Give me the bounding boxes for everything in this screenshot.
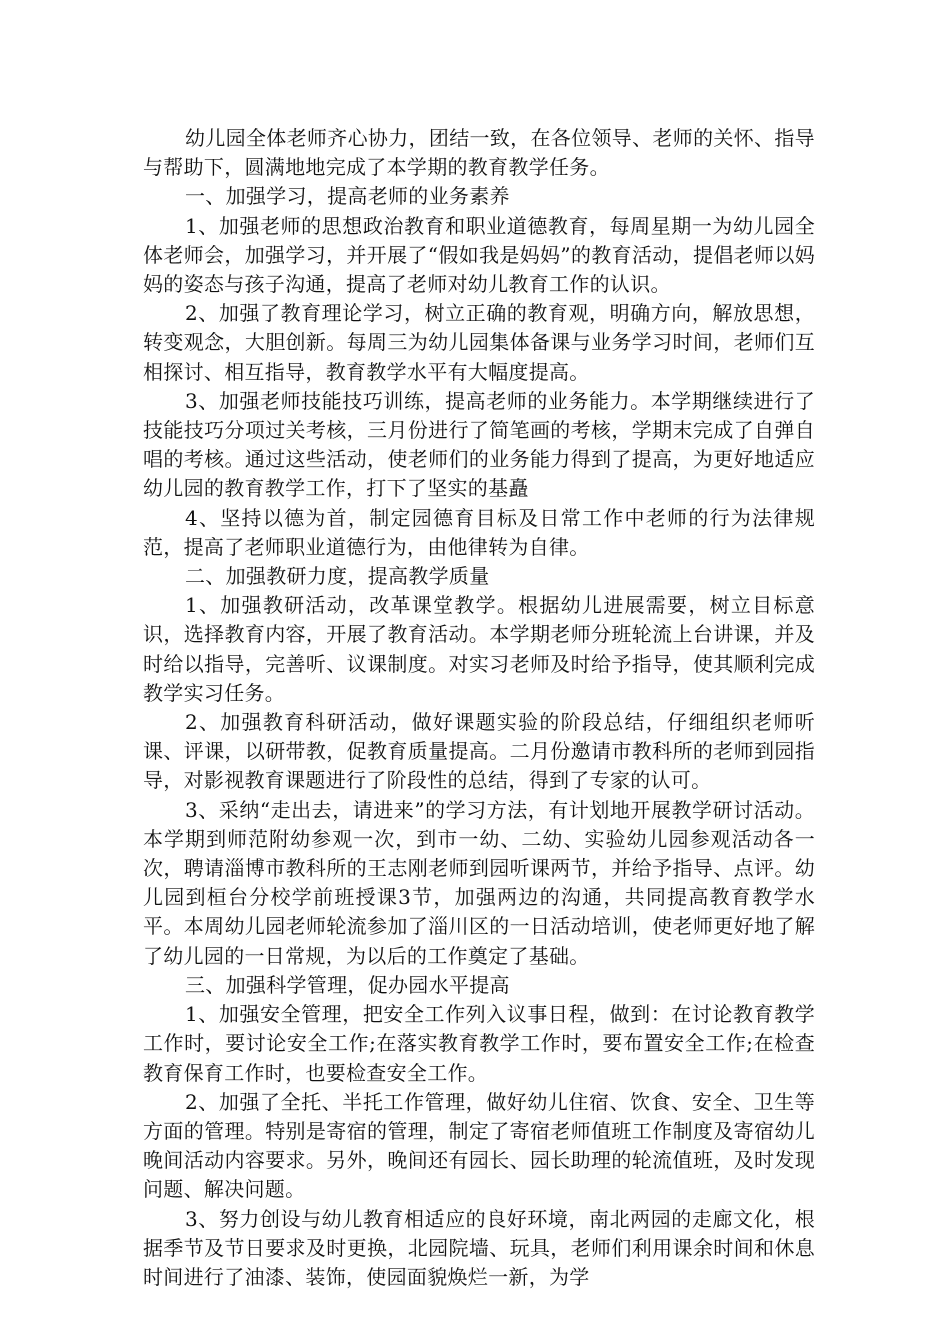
paragraph-1-2: 2、加强了教育理论学习，树立正确的教育观，明确方向，解放思想，转变观念，大胆创新。每周三为幼儿园集体备课与业务学习时间，老师们互相探讨、相互指导，教育教学水平有大幅度提高。 — [143, 301, 815, 384]
paragraph-2-2: 2、加强教育科研活动，做好课题实验的阶段总结，仔细组织老师听课、评课，以研带教，促教育质量提高。二月份邀请市教科所的老师到园指导，对影视教育课题进行了阶段性的总结，得到了专家的认可。 — [143, 710, 815, 793]
section-heading-2: 二、加强教研力度，提高教学质量 — [185, 564, 490, 589]
document-body — [143, 124, 815, 1292]
paragraph-3-3: 3、努力创设与幼儿教育相适应的良好环境，南北两园的走廊文化，根据季节及节日要求及时更换，北园院墙、玩具，老师们利用课余时间和休息时间进行了油漆、装饰，使园面貌焕烂一新，为学 — [143, 1206, 815, 1289]
paragraph-1-1: 1、加强老师的思想政治教育和职业道德教育，每周星期一为幼儿园全体老师会，加强学习，并开展了“假如我是妈妈”的教育活动，提倡老师以妈妈的姿态与孩子沟通，提高了老师对幼儿教育工作的认识。 — [143, 213, 815, 297]
section-heading-1: 一、加强学习，提高老师的业务素养 — [185, 184, 510, 209]
paragraph-3-2: 2、加强了全托、半托工作管理，做好幼儿住宿、饮食、安全、卫生等方面的管理。特别是寄宿的管理，制定了寄宿老师值班工作制度及寄宿幼儿晚间活动内容要求。另外，晚间还有园长、园长助理的轮流值班，及时发现问题、解决问题。 — [143, 1089, 815, 1202]
paragraph-3-1: 1、加强安全管理，把安全工作列入议事日程，做到：在讨论教育教学工作时，要讨论安全工作;在落实教育教学工作时，要布置安全工作;在检查教育保育工作时，也要检查安全工作。 — [143, 1002, 815, 1085]
section-heading-3: 三、加强科学管理，促办园水平提高 — [185, 972, 510, 997]
paragraph-2-1: 1、加强教研活动，改革课堂教学。根据幼儿进展需要，树立目标意识，选择教育内容，开展了教育活动。本学期老师分班轮流上台讲课，并及时给以指导，完善听、议课制度。对实习老师及时给予指导，使其顺利完成教学实习任务。 — [143, 593, 815, 705]
paragraph-1-4: 4、坚持以德为首，制定园德育目标及日常工作中老师的行为法律规范，提高了老师职业道德行为，由他律转为自律。 — [143, 505, 815, 559]
paragraph-1-3: 3、加强老师技能技巧训练，提高老师的业务能力。本学期继续进行了技能技巧分项过关考核，三月份进行了简笔画的考核，学期末完成了自弹自唱的考核。通过这些活动，使老师们的业务能力得到了提高，为更好地适应幼儿园的教育教学工作，打下了坚实的基矗 — [143, 388, 815, 501]
paragraph-2-3: 3、采纳“走出去，请进来”的学习方法，有计划地开展教学研讨活动。本学期到师范附幼参观一次，到市一幼、二幼、实验幼儿园参观活动各一次，聘请淄博市教科所的王志刚老师到园听课两节，并给予指导、点评。幼儿园到桓台分校学前班授课3节，加强两边的沟通，共同提高教育教学水平。本周幼儿园老师轮流参加了淄川区的一日活动培训，使老师更好地了解了幼儿园的一日常规，为以后的工作奠定了基础。 — [143, 797, 815, 968]
intro-paragraph: 幼儿园全体老师齐心协力，团结一致，在各位领导、老师的关怀、指导与帮助下，圆满地地完成了本学期的教育教学任务。 — [143, 126, 815, 180]
